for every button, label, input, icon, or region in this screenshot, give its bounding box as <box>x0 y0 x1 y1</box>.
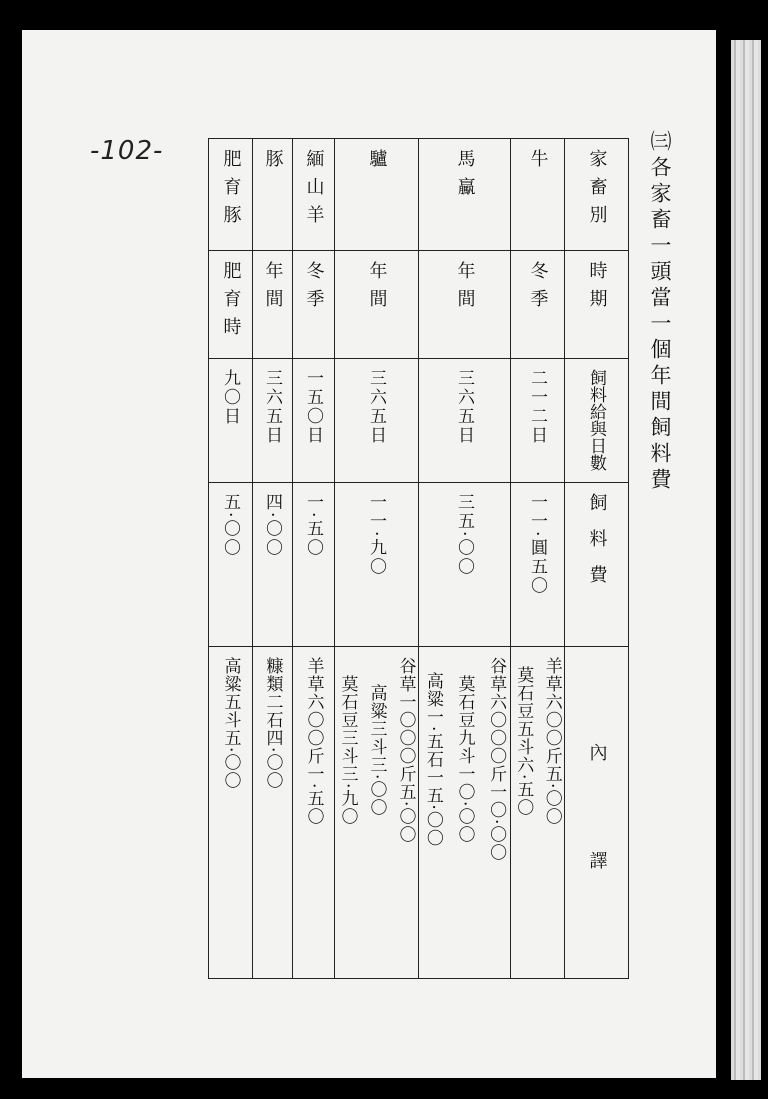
animal-cell: 緬山羊 <box>303 149 325 233</box>
feed-cost-table <box>208 138 629 979</box>
row-detail <box>209 647 629 979</box>
detail-line: 莫石豆五斗六·五〇 <box>513 666 534 817</box>
page-edge-stack <box>731 40 761 1080</box>
period-cell: 冬季 <box>303 261 325 317</box>
period-cell: 冬季 <box>527 261 549 317</box>
detail-line: 羊草六〇〇斤一·五〇 <box>303 657 324 826</box>
detail-line: 莫石豆九斗一〇·〇〇 <box>454 675 475 844</box>
animal-cell: 驢 <box>366 149 388 177</box>
detail-line: 莫石豆三斗三·九〇 <box>337 675 358 826</box>
cost-cell: 三五·〇〇 <box>454 493 474 577</box>
section-title: ㈢各家畜一頭當一個年間飼料費 <box>648 130 672 494</box>
cost-cell: 一一·九〇 <box>366 493 386 577</box>
days-cell: 九〇日 <box>220 369 240 426</box>
cost-cell: 一·五〇 <box>303 493 323 558</box>
row-period <box>209 251 629 359</box>
row-animal <box>209 139 629 251</box>
detail-line: 羊草六〇〇斤五·〇〇 <box>541 657 562 826</box>
header-animal: 家畜別 <box>586 149 608 233</box>
detail-line: 谷草六〇〇〇斤一〇·〇〇 <box>486 657 507 862</box>
cost-cell: 四·〇〇 <box>262 493 282 558</box>
days-cell: 一五〇日 <box>303 369 323 445</box>
period-cell: 肥育時 <box>220 261 242 345</box>
detail-line: 高粱五斗五·〇〇 <box>220 657 241 790</box>
days-cell: 二一二日 <box>527 369 547 445</box>
detail-line: 糠類二石四·〇〇 <box>262 657 283 790</box>
row-days <box>209 359 629 483</box>
header-days: 飼料給與日數 <box>586 369 606 471</box>
days-cell: 三六五日 <box>454 369 474 445</box>
cost-cell: 一一·圓五〇 <box>527 493 547 596</box>
animal-cell: 肥育豚 <box>220 149 242 233</box>
days-cell: 三六五日 <box>366 369 386 445</box>
period-cell: 年間 <box>366 261 388 317</box>
detail-line: 高粱三斗三·〇〇 <box>366 684 387 817</box>
header-detail: 內譯 <box>586 743 608 959</box>
page-number: -102- <box>90 136 164 166</box>
cost-cell: 五·〇〇 <box>220 493 240 558</box>
header-cost: 飼料費 <box>586 493 608 601</box>
detail-line: 谷草一〇〇〇斤五·〇〇 <box>395 657 416 844</box>
days-cell: 三六五日 <box>262 369 282 445</box>
row-cost <box>209 483 629 647</box>
animal-cell: 馬驘 <box>454 149 476 205</box>
period-cell: 年間 <box>454 261 476 317</box>
animal-cell: 豚 <box>262 149 284 177</box>
detail-line: 高粱一·五石一五·〇〇 <box>422 671 443 847</box>
period-cell: 年間 <box>262 261 284 317</box>
header-period: 時期 <box>586 261 608 317</box>
animal-cell: 牛 <box>527 149 549 177</box>
